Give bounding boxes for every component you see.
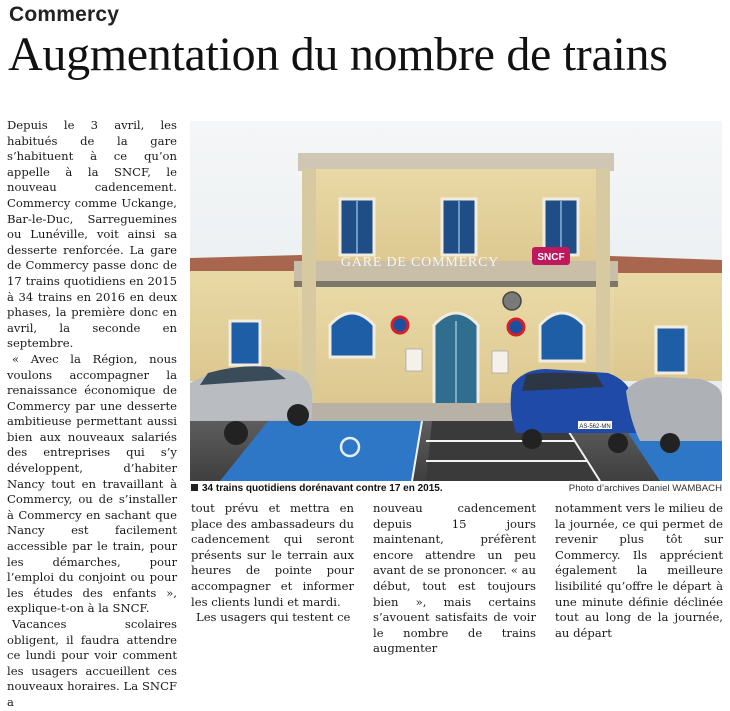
- station-photo-illustration: [190, 121, 722, 481]
- paragraph: Depuis le 3 avril, les habitués de la gare s’habituent à ce qu’on appelle à la SNCF, le nouveau cadencement. Commercy comme Uckange, Bar-le-Duc, Sarreguemines ou Lunéville, voit ainsi sa desserte renforcée. La gare de Commercy passe donc de 17 trains quotidiens en 2015 à 34 trains en 2016 en deux phases, la première donc en avril, la seconde en septembre.: [7, 118, 177, 351]
- caption-text-wrap: [191, 483, 443, 494]
- paragraph: nouveau cadencement depuis 15 jours maintenant, préfèrent encore attendre un peu avant de se prononcer. « au début, tout est toujours bien », mais certains s’avouent satisfaits de voir le nombre de trains augmenter: [373, 501, 536, 656]
- paragraph: Les usagers qui testent ce: [196, 610, 351, 625]
- section-kicker: Commercy: [9, 3, 120, 26]
- article-column-2: [191, 501, 354, 626]
- station-photo: [190, 121, 722, 481]
- paragraph: notamment vers le milieu de la journée, ce qui permet de revenir plus tôt sur Commercy. Ils apprécient également la meilleure lisibilité qu’offre le départ à une minute définie déclinée tout au long de la journée, au départ: [555, 501, 723, 640]
- no-parking-sign-icon: [508, 319, 524, 335]
- article-column-3: [373, 501, 536, 657]
- headline: Augmentation du nombre de trains: [8, 28, 668, 81]
- article-column-1: [7, 118, 177, 711]
- article-column-4: [555, 501, 723, 641]
- caption-bullet-icon: [191, 484, 198, 491]
- paragraph: tout prévu et mettra en place des ambassadeurs du cadencement qui seront présents sur le terrain aux heures de pointe pour accompagner et informer les clients lundi et mardi.: [191, 501, 354, 609]
- sncf-logo: SNCF: [537, 252, 565, 263]
- no-parking-sign-icon: [392, 317, 408, 333]
- caption-text: 34 trains quotidiens dorénavant contre 17 en 2015.: [202, 483, 443, 494]
- photo-caption: [191, 483, 722, 497]
- photo-credit: Photo d’archives Daniel WAMBACH: [568, 483, 722, 494]
- paragraph: Vacances scolaires obligent, il faudra attendre ce lundi pour voir comment les usagers accueillent ces nouveaux horaires. La SNCF a: [7, 617, 177, 709]
- license-plate: AS-562-MN: [579, 424, 611, 430]
- paragraph: « Avec la Région, nous voulons accompagner la renaissance économique de Commercy par une desserte ambitieuse permettant aussi bien aux nouveaux salariés des entreprises qui s’y développent, d’habiter Nancy tout en travaillant à Commercy, ou de s’installer à Commercy en sachant que Nancy est facilement accessible par le train, pour les démarches, pour l’emploi du conjoint ou pour les études des enfants », explique-t-on à la SNCF.: [7, 351, 177, 616]
- clock-icon: [503, 292, 521, 310]
- station-sign: GARE DE COMMERCY: [340, 255, 500, 270]
